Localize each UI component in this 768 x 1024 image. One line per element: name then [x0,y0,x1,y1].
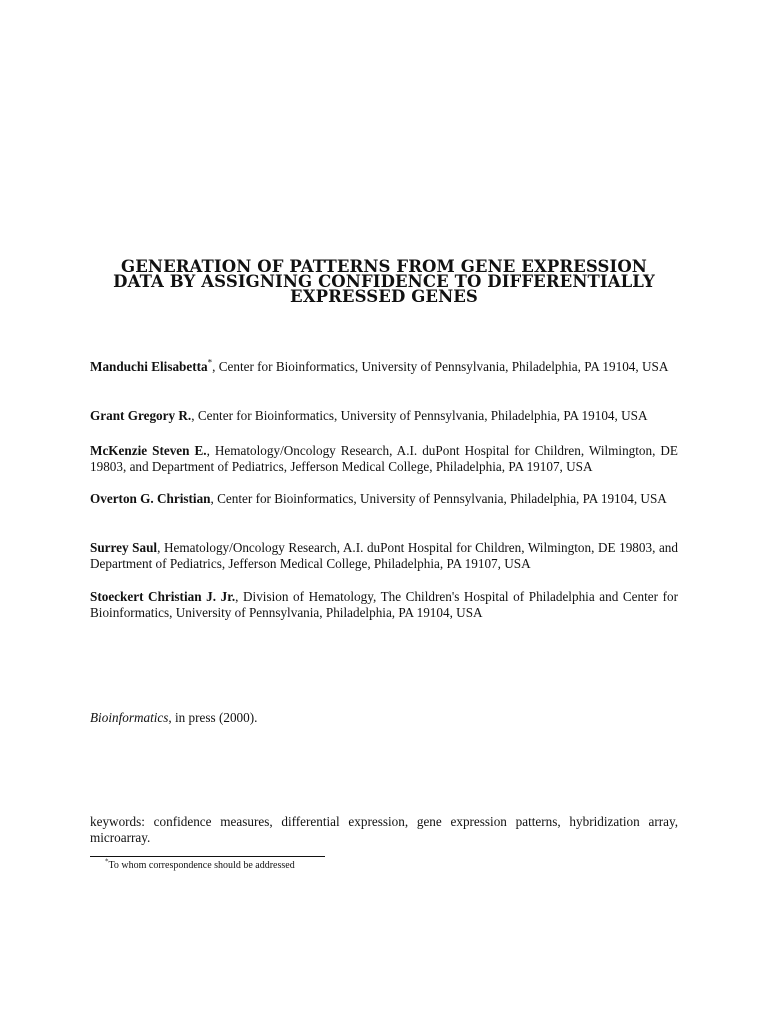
journal-status: , in press (2000). [168,710,258,725]
author-affiliation: , Center for Bioinformatics, University of Pennsylvania, Philadelphia, PA 19104, USA [212,359,669,374]
author-affiliation: , Hematology/Oncology Research, A.I. duPont Hospital for Children, Wilmington, DE 19803, and Department of Pediatrics, Jefferson Medical College, Philadelphia, PA 19107, USA [90,443,678,474]
author-affiliation: , Center for Bioinformatics, University of Pennsylvania, Philadelphia, PA 19104, USA [210,491,667,506]
author-name: McKenzie Steven E. [90,443,207,458]
journal-reference [90,710,678,726]
author-affiliation: , Center for Bioinformatics, University of Pennsylvania, Philadelphia, PA 19104, USA [191,408,648,423]
author-entry [90,589,678,621]
journal-name: Bioinformatics [90,710,169,725]
author-name: Overton G. Christian [90,491,211,506]
title-line: GENERATION OF PATTERNS FROM GENE EXPRESSION [121,257,647,276]
author-affiliation: , Division of Hematology, The Children's Hospital of Philadelphia and Center for Bioinformatics, University of Pennsylvania, Philadelphia, PA 19104, USA [90,589,679,620]
footnote [105,857,295,872]
title-line: DATA BY ASSIGNING CONFIDENCE TO DIFFERENTIALLY [113,272,655,291]
author-entry [90,540,678,572]
author-name: Manduchi Elisabetta [90,359,208,374]
footnote-rule [90,856,325,857]
author-entry [90,359,678,375]
footnote-marker: * [207,357,213,368]
footnote-text: To whom correspondence should be addressed [108,860,295,871]
author-entry [90,408,678,424]
keywords-paragraph: keywords: confidence measures, differential expression, gene expression patterns, hybridization array, microarray. [90,814,678,845]
author-name: Stoeckert Christian J. Jr. [90,589,236,604]
author-name: Grant Gregory R. [90,408,192,423]
author-entry [90,443,678,475]
paper-title [90,259,678,304]
author-affiliation: , Hematology/Oncology Research, A.I. duPont Hospital for Children, Wilmington, DE 19803, and Department of Pediatrics, Jefferson Medical College, Philadelphia, PA 19107, USA [90,540,678,571]
title-line: EXPRESSED GENES [290,287,478,306]
author-name: Surrey Saul [90,540,158,555]
author-entry [90,491,678,507]
footnote-symbol: * [105,857,109,866]
